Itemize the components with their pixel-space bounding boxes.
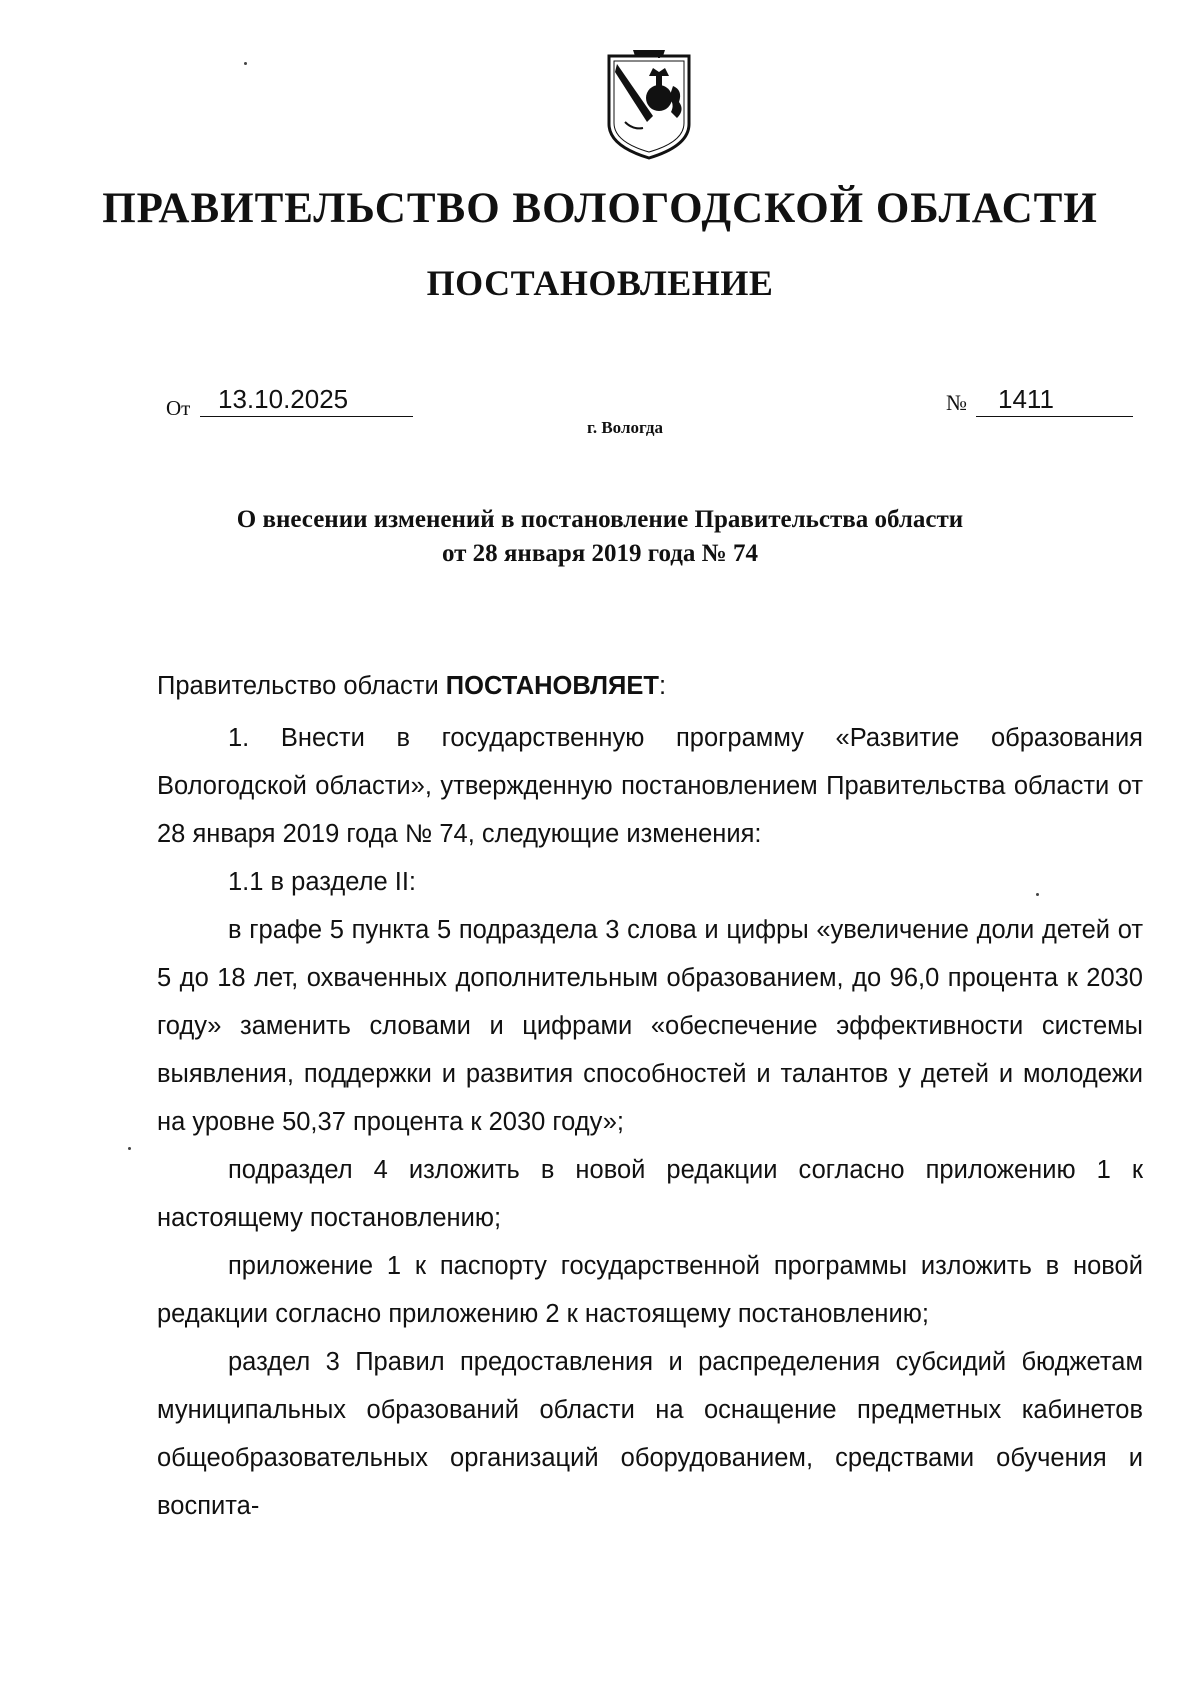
subject-line-1: О внесении изменений в постановление Правительства области [236, 506, 964, 533]
preamble [157, 662, 1143, 710]
paragraph: 1.1 в разделе II: [228, 868, 416, 896]
subject-line-2: от 28 января 2019 года № 74 [441, 540, 759, 567]
scan-speck [1036, 893, 1039, 896]
date-label: От [166, 396, 191, 420]
paragraph: раздел 3 Правил предоставления и распределения субсидий бюджетам муниципальных образований области на оснащение предметных кабинетов общеобразовательных организаций оборудованием, средствами обучения и воспита- [157, 1348, 1143, 1520]
scan-speck [128, 1147, 131, 1150]
preamble-colon: : [658, 672, 667, 700]
city: г. Вологда [587, 418, 663, 437]
document-date: 13.10.2025 [200, 384, 413, 417]
paragraph: в графе 5 пункта 5 подраздела 3 слова и цифры «увеличение доли детей от 5 до 18 лет, охваченных дополнительным образованием, до 96,0 процента к 2030 году» заменить словами и цифрами «обеспечение эффективности системы выявления, поддержки и развития способностей и талантов у детей и молодежи на уровне 50,37 процента к 2030 году»; [157, 916, 1143, 1136]
preamble-keyword: ПОСТАНОВЛЯЕТ [445, 672, 659, 700]
government-title: ПРАВИТЕЛЬСТВО ВОЛОГОДСКОЙ ОБЛАСТИ [102, 185, 1098, 232]
coat-of-arms-icon [603, 46, 695, 164]
paragraph: подраздел 4 изложить в новой редакции согласно приложению 1 к настоящему постановлению; [157, 1156, 1143, 1232]
scan-speck [244, 62, 247, 65]
number-label: № [946, 390, 967, 415]
document-subject [150, 503, 1050, 571]
document-body [157, 662, 1143, 1530]
paragraph: приложение 1 к паспорту государственной программы изложить в новой редакции согласно приложению 2 к настоящему постановлению; [157, 1252, 1143, 1328]
document-type-title: ПОСТАНОВЛЕНИЕ [426, 263, 774, 303]
preamble-text: Правительство области [157, 672, 446, 700]
document-number: 1411 [976, 384, 1133, 417]
paragraph: 1. Внести в государственную программу «Развитие образования Вологодской области», утвержденную постановлением Правительства области от 28 января 2019 года № 74, следующие изменения: [157, 724, 1143, 848]
